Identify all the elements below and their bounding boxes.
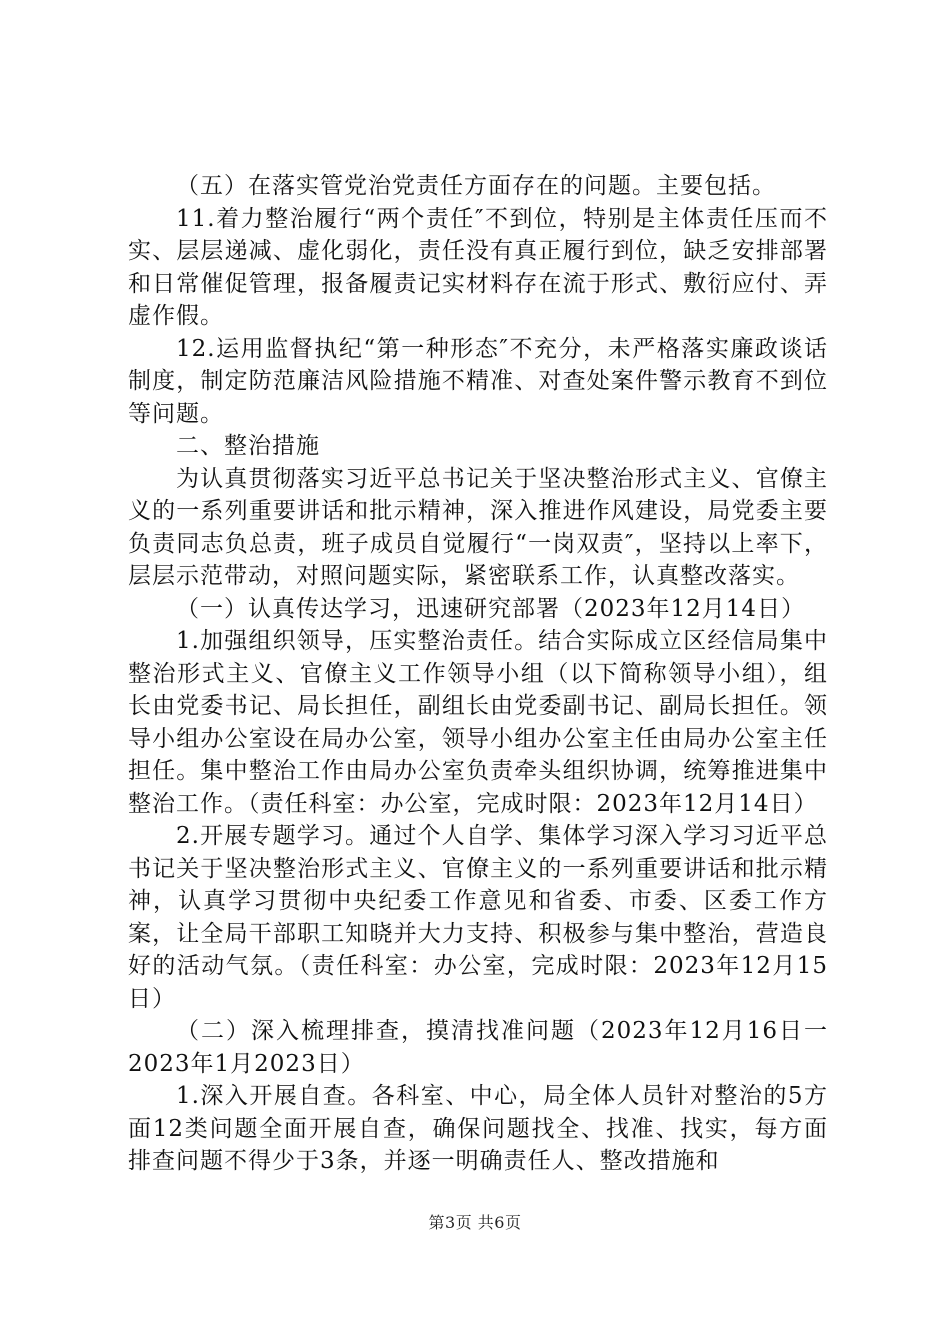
subheading-part-one: （一）认真传达学习，迅速研究部署（2023年12月14日）	[176, 595, 806, 622]
page-footer: 第3页 共6页	[428, 1213, 522, 1232]
heading-measures: 二、整治措施	[176, 433, 320, 459]
paragraph-measures-intro: 为认真贯彻落实习近平总书记关于坚决整治形式主义、官僚主义的一系列重要讲话和批示精神，深入推进作风建设，局党委主要负责同志负总责，班子成员自觉履行“一岗双责″，坚持以上率下，层层示范带动，对照问题实际，紧密联系工作，认真整改落实。	[128, 465, 828, 589]
document-body	[128, 170, 828, 1178]
paragraph-item-12: 12.运用监督执纪“第一种形态″不充分，未严格落实廉政谈话制度，制定防范廉洁风险措施不精准、对查处案件警示教育不到位等问题。	[128, 335, 828, 427]
paragraph-item-1-selfcheck: 1.深入开展自查。各科室、中心，局全体人员针对整治的5方面12类问题全面开展自查，确保问题找全、找准、找实，每方面排查问题不得少于3条，并逐一明确责任人、整改措施和	[128, 1083, 828, 1174]
paragraph-item-2-study: 2.开展专题学习。通过个人自学、集体学习深入学习习近平总书记关于坚决整治形式主义、官僚主义的一系列重要讲话和批示精神，认真学习贯彻中央纪委工作意见和省委、市委、区委工作方案，让全局干部职工知晓并大力支持、积极参与集中整治，营造良好的活动气氛。（责任科室：办公室，完成时限：2023年12月15日）	[128, 823, 828, 1012]
paragraph-section-five: （五）在落实管党治党责任方面存在的问题。主要包括。	[176, 173, 776, 199]
subheading-part-two: （二）深入梳理排查，摸清找准问题（2023年12月16日一2023年1月2023日）	[128, 1018, 828, 1077]
paragraph-item-11: 11.着力整治履行“两个责任″不到位，特别是主体责任压而不实、层层递减、虚化弱化，责任没有真正履行到位，缺乏安排部署和日常催促管理，报备履责记实材料存在流于形式、敷衍应付、弄虚作假。	[128, 205, 828, 329]
paragraph-item-1-leadership: 1.加强组织领导，压实整治责任。结合实际成立区经信局集中整治形式主义、官僚主义工作领导小组（以下简称领导小组），组长由党委书记、局长担任，副组长由党委副书记、副局长担任。领导小组办公室设在局办公室，领导小组办公室主任由局办公室主任担任。集中整治工作由局办公室负责牵头组织协调，统筹推进集中整治工作。（责任科室：办公室，完成时限：2023年12月14日）	[128, 628, 828, 817]
